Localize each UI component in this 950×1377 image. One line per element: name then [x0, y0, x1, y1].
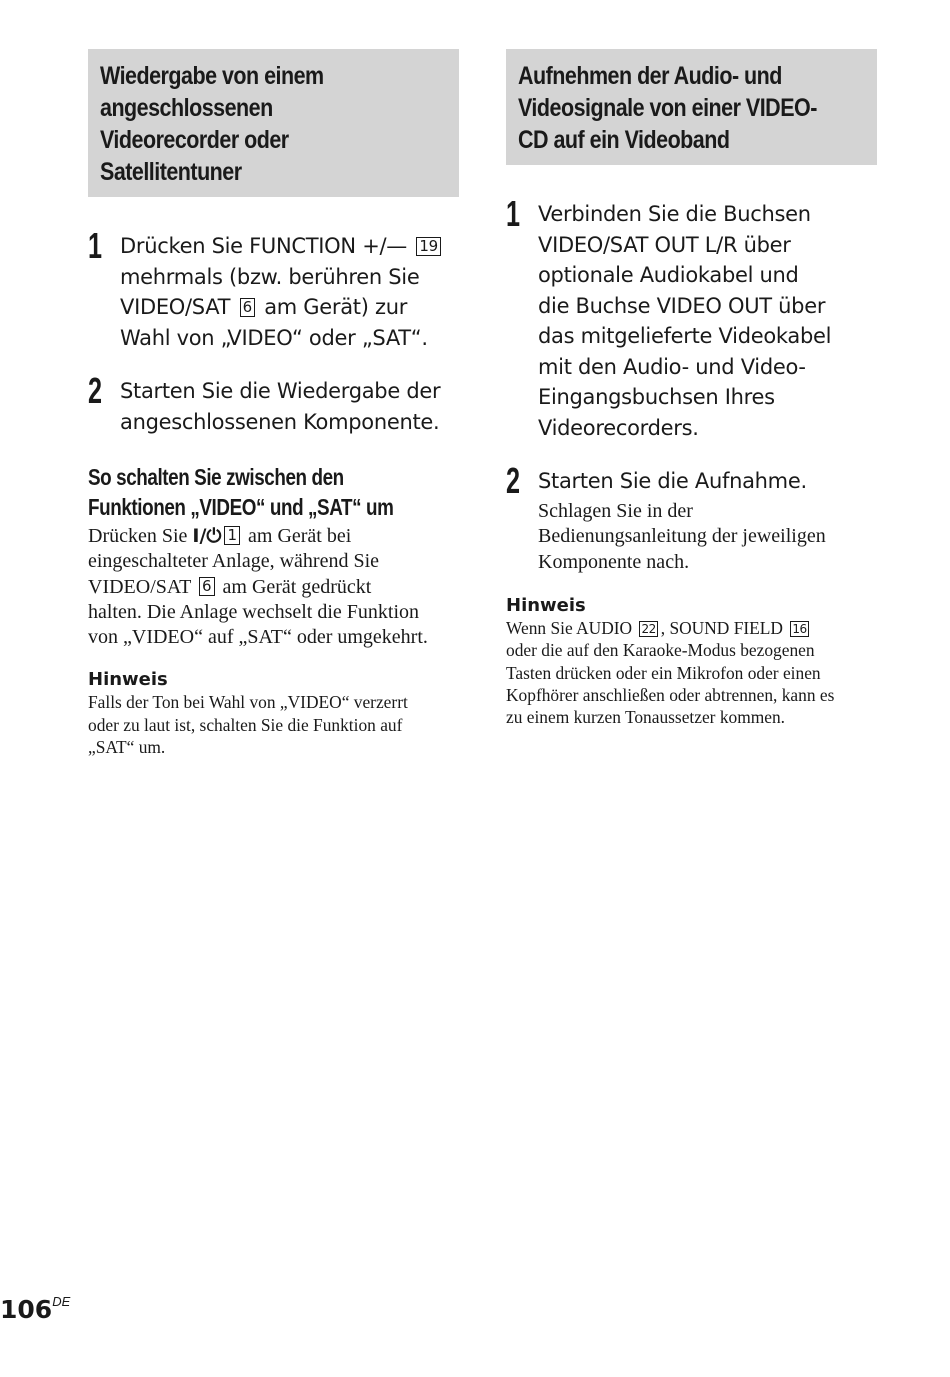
- switch-instructions: [88, 524, 459, 650]
- body-text: von „VIDEO“ auf „SAT“ oder umgekehrt.: [88, 626, 428, 649]
- subheading-switch-functions: [88, 462, 459, 522]
- step-text: die Buchse VIDEO OUT über: [538, 293, 826, 318]
- step-text: mit den Audio- und Video-: [538, 354, 806, 379]
- note-text: „SAT“ um.: [88, 737, 166, 758]
- heading-line: CD auf ein Videoband: [518, 126, 730, 154]
- heading-line: angeschlossenen: [100, 94, 273, 122]
- step-text: angeschlossenen Komponente.: [120, 409, 440, 434]
- body-text: VIDEO/SAT: [88, 575, 196, 598]
- section-heading-recording: [506, 49, 877, 165]
- step-text: Starten Sie die Aufnahme.: [538, 469, 807, 493]
- step-number: 2: [506, 460, 521, 501]
- note-right: [506, 595, 877, 728]
- step-text: Drücken Sie FUNCTION +/—: [120, 234, 414, 258]
- step-text: das mitgelieferte Videokabel: [538, 324, 832, 348]
- note-text: Tasten drücken oder ein Mikrofon oder einen: [506, 662, 821, 683]
- page-number: [0, 1294, 70, 1324]
- step-text: Verbinden Sie die Buchsen: [538, 202, 811, 226]
- key-reference-16: 16: [792, 622, 807, 636]
- heading-line: Videorecorder oder: [100, 126, 289, 154]
- key-reference-6: 6: [199, 577, 215, 596]
- section-heading-playback: [88, 49, 459, 197]
- step-1-recording: [506, 193, 877, 443]
- body-text: Drücken Sie: [88, 525, 193, 547]
- heading-line: Videosignale von einer VIDEO-: [518, 94, 817, 122]
- step-number: 2: [88, 370, 103, 411]
- note-text: oder zu laut ist, schalten Sie die Funktion auf: [88, 714, 403, 735]
- page-number-value: 106: [0, 1295, 53, 1324]
- power-icon: I/⏻: [192, 525, 222, 547]
- note-text: zu einem kurzen Tonaussetzer kommen.: [506, 707, 786, 728]
- step-note: Schlagen Sie in der: [538, 499, 693, 522]
- subheading-line: Funktionen „VIDEO“ und „SAT“ um: [88, 494, 394, 520]
- step-text: Starten Sie die Wiedergabe der: [120, 379, 441, 403]
- key-reference-19: 19: [416, 237, 441, 256]
- note-left: [88, 669, 459, 758]
- step-note: Komponente nach.: [538, 550, 690, 573]
- key-reference-22: 22: [641, 622, 656, 636]
- step-text: mehrmals (bzw. berühren Sie: [120, 264, 420, 289]
- step-text: am Gerät) zur: [257, 295, 408, 319]
- step-1-playback: [88, 225, 459, 353]
- note-title: Hinweis: [88, 669, 168, 691]
- left-column: [88, 49, 459, 758]
- body-text: am Gerät gedrückt: [217, 575, 372, 598]
- step-text: Videorecorders.: [538, 415, 699, 440]
- note-title: Hinweis: [506, 595, 586, 616]
- body-text: halten. Die Anlage wechselt die Funktion: [88, 600, 420, 623]
- note-text: Kopfhörer anschließen oder abtrennen, kann es: [506, 684, 835, 705]
- step-number: 1: [506, 193, 521, 234]
- heading-line: Aufnehmen der Audio- und: [518, 62, 782, 90]
- step-text: VIDEO/SAT OUT L/R über: [538, 232, 791, 257]
- body-text: eingeschalteter Anlage, während Sie: [88, 550, 379, 573]
- subheading-line: So schalten Sie zwischen den: [88, 464, 344, 490]
- key-reference-1: 1: [224, 526, 240, 545]
- note-text: , SOUND FIELD: [660, 618, 788, 638]
- heading-line: Wiedergabe von einem: [100, 62, 324, 90]
- step-text: VIDEO/SAT: [120, 295, 237, 319]
- right-column: [506, 49, 877, 728]
- language-code: DE: [52, 1294, 71, 1309]
- note-text: Wenn Sie AUDIO: [506, 618, 637, 638]
- step-text: optionale Audiokabel und: [538, 263, 799, 287]
- note-text: oder die auf den Karaoke-Modus bezogenen: [506, 640, 815, 661]
- body-text: am Gerät bei: [243, 525, 352, 547]
- step-text: Wahl von „VIDEO“ oder „SAT“.: [120, 325, 428, 350]
- step-note: Bedienungsanleitung der jeweiligen: [538, 525, 826, 547]
- step-2-playback: [88, 370, 459, 437]
- step-number: 1: [88, 225, 103, 266]
- step-2-recording: [506, 460, 877, 575]
- heading-line: Satellitentuner: [100, 158, 242, 186]
- step-text: Eingangsbuchsen Ihres: [538, 385, 775, 409]
- note-text: Falls der Ton bei Wahl von „VIDEO“ verzerrt: [88, 692, 408, 713]
- key-reference-6: 6: [240, 298, 255, 317]
